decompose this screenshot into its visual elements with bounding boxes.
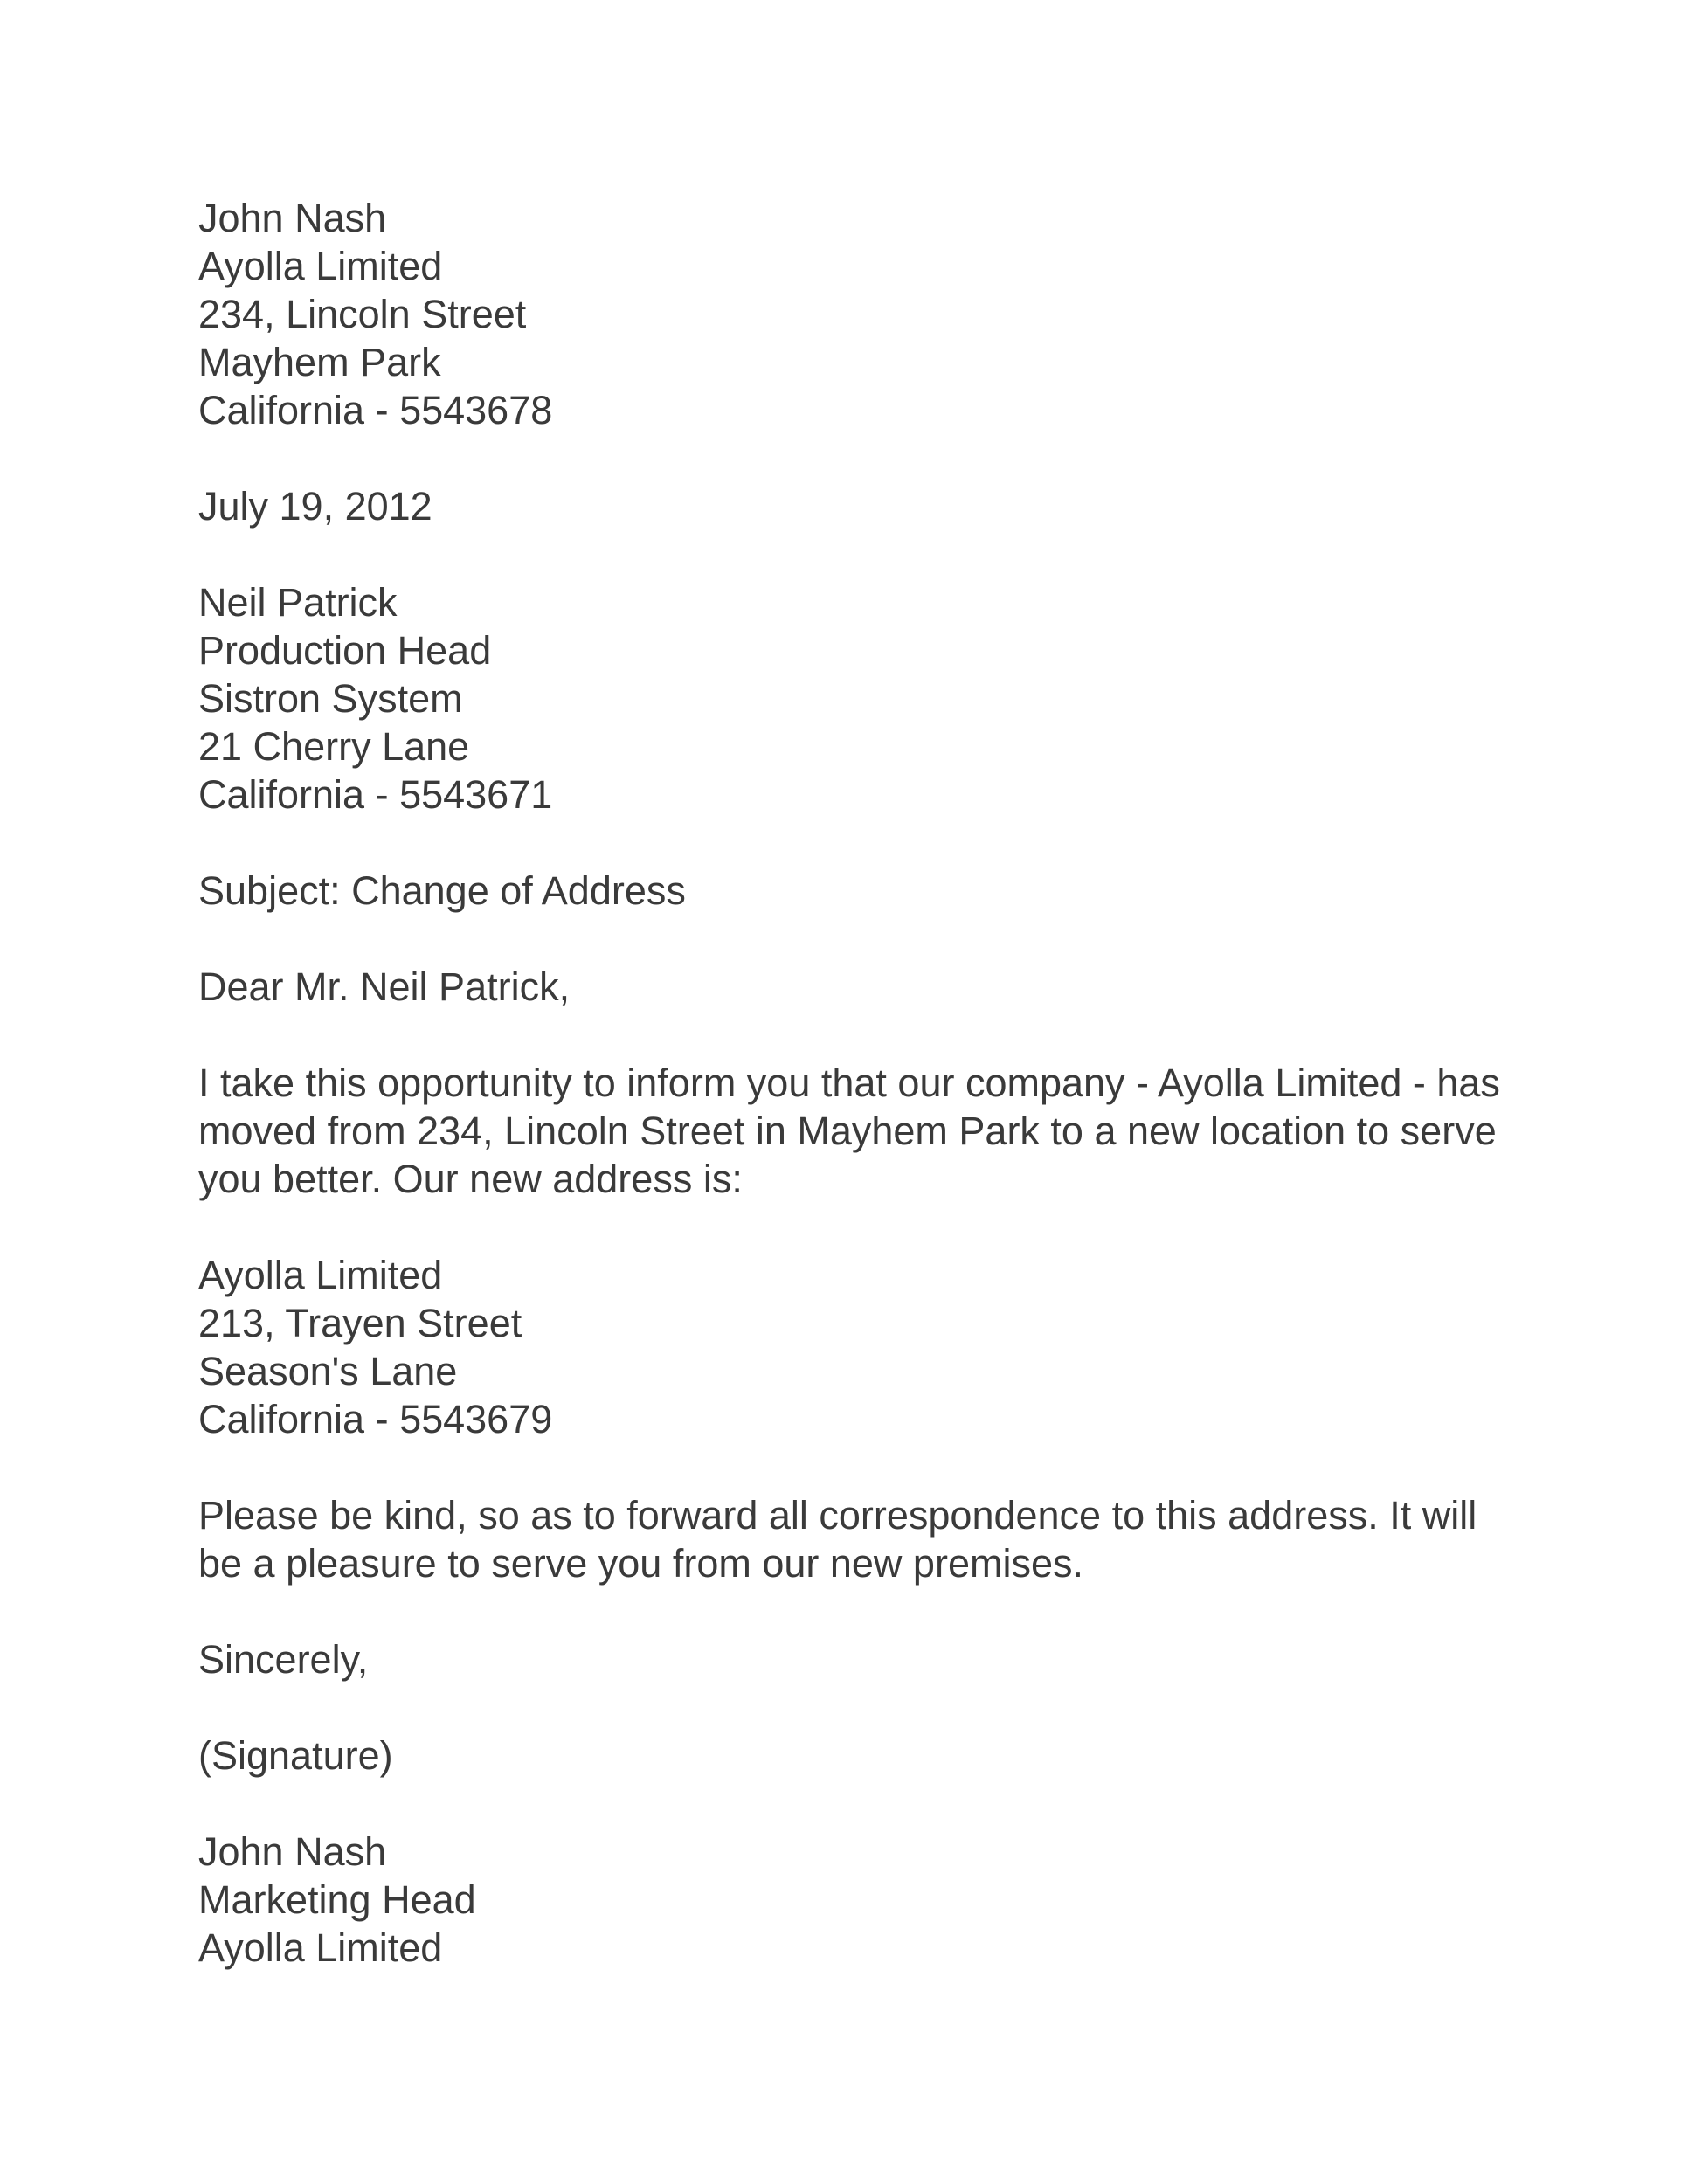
- signoff: [198, 1828, 1509, 1972]
- paragraph-1-line: you better. Our new address is:: [198, 1157, 743, 1201]
- sender-state-zip: California - 5543678: [198, 388, 553, 432]
- letter-body: [198, 194, 1509, 1972]
- letter-date: July 19, 2012: [198, 484, 432, 529]
- signoff-company: Ayolla Limited: [198, 1925, 443, 1970]
- body-paragraph-2: [198, 1491, 1509, 1587]
- salutation-block: [198, 963, 1509, 1011]
- paragraph-1-line: moved from 234, Lincoln Street in Mayhem Park to a new location to serve: [198, 1109, 1497, 1153]
- paragraph-2-line: Please be kind, so as to forward all correspondence to this address. It will: [198, 1493, 1477, 1538]
- new-address-company: Ayolla Limited: [198, 1253, 443, 1297]
- body-paragraph-1: [198, 1059, 1509, 1203]
- recipient-state-zip: California - 5543671: [198, 772, 553, 817]
- subject-block: [198, 867, 1509, 915]
- new-address-state-zip: California - 5543679: [198, 1397, 553, 1441]
- recipient-address: [198, 578, 1509, 819]
- sender-company: Ayolla Limited: [198, 244, 443, 288]
- sender-street: 234, Lincoln Street: [198, 292, 527, 336]
- signoff-name: John Nash: [198, 1829, 387, 1874]
- salutation: Dear Mr. Neil Patrick,: [198, 964, 571, 1009]
- closing-block: [198, 1635, 1509, 1683]
- recipient-company: Sistron System: [198, 676, 463, 721]
- paragraph-2-line: be a pleasure to serve you from our new premises.: [198, 1541, 1083, 1586]
- signature-placeholder: (Signature): [198, 1733, 393, 1778]
- new-address-area: Season's Lane: [198, 1349, 458, 1393]
- signoff-title: Marketing Head: [198, 1877, 476, 1922]
- recipient-title: Production Head: [198, 628, 492, 673]
- letter-date-block: [198, 482, 1509, 530]
- closing: Sincerely,: [198, 1637, 369, 1682]
- recipient-street: 21 Cherry Lane: [198, 724, 470, 769]
- sender-area: Mayhem Park: [198, 340, 441, 384]
- recipient-name: Neil Patrick: [198, 580, 398, 625]
- paragraph-1-line: I take this opportunity to inform you that our company - Ayolla Limited - has: [198, 1061, 1500, 1105]
- sender-address: [198, 194, 1509, 434]
- subject-line: Subject: Change of Address: [198, 868, 686, 913]
- new-address: [198, 1251, 1509, 1443]
- sender-name: John Nash: [198, 196, 387, 240]
- signature-block: [198, 1731, 1509, 1780]
- new-address-street: 213, Trayen Street: [198, 1301, 522, 1345]
